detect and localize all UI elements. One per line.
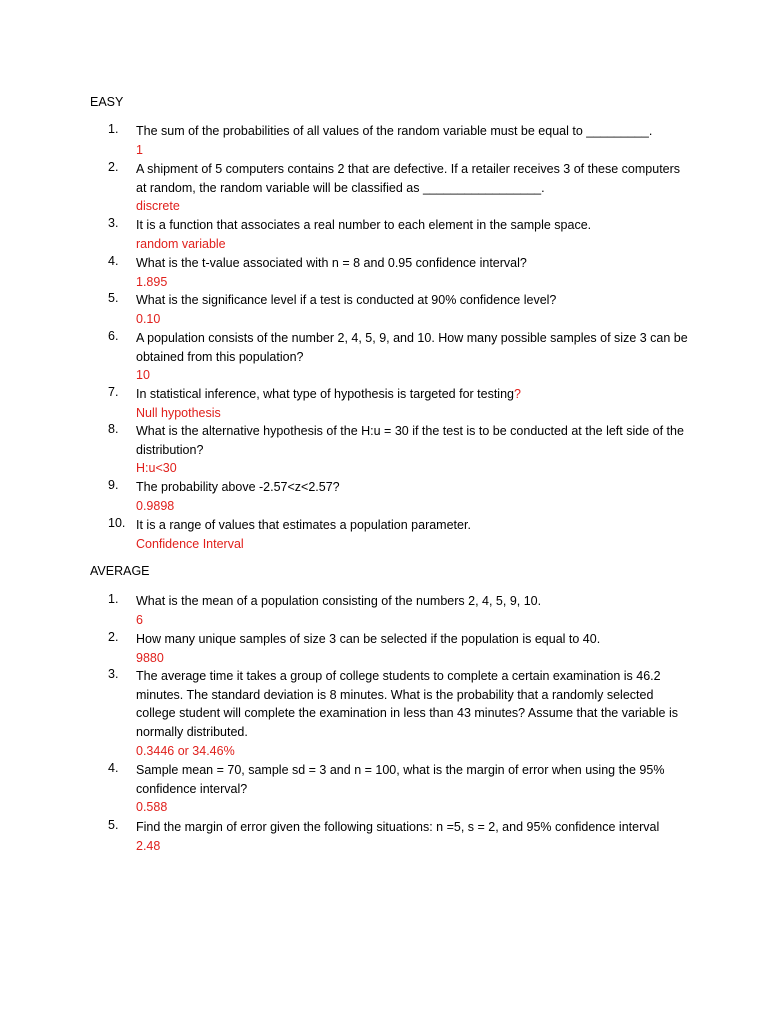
question-number: 2. (108, 630, 119, 644)
question-text: Sample mean = 70, sample sd = 3 and n = 100, what is the margin of error when using the 95% confidence interval? (136, 763, 665, 796)
question-text: It is a range of values that estimates a population parameter. (136, 518, 471, 532)
average-question-5 (108, 818, 688, 855)
question-number: 1. (108, 592, 119, 606)
section-title-average: AVERAGE (90, 564, 150, 578)
question-number: 6. (108, 329, 119, 343)
easy-question-2 (108, 160, 688, 216)
answer-text: 0.9898 (136, 498, 175, 513)
question-text: What is the t-value associated with n = 8 and 0.95 confidence interval? (136, 256, 527, 270)
question-number: 7. (108, 385, 119, 399)
question-number: 3. (108, 216, 119, 230)
question-text: The probability above -2.57<z<2.57? (136, 480, 340, 494)
answer-text: 10 (136, 368, 150, 383)
question-number: 4. (108, 761, 119, 775)
easy-question-4 (108, 254, 688, 291)
question-mark: ? (513, 387, 521, 401)
question-text: What is the significance level if a test is conducted at 90% confidence level? (136, 293, 557, 307)
easy-question-3 (108, 216, 688, 253)
question-number: 5. (108, 818, 119, 832)
question-number: 9. (108, 478, 119, 492)
question-text-body: In statistical inference, what type of hypothesis is targeted for testing (136, 387, 514, 401)
question-text: What is the mean of a population consisting of the numbers 2, 4, 5, 9, 10. (136, 594, 542, 608)
section-title-easy: EASY (90, 95, 124, 109)
question-number: 1. (108, 122, 119, 136)
answer-text: 1.895 (136, 274, 168, 289)
answer-text: 0.3446 or 34.46% (136, 743, 235, 758)
question-number: 4. (108, 254, 119, 268)
answer-text: 2.48 (136, 838, 161, 853)
question-number: 8. (108, 422, 119, 436)
answer-text: H:u<30 (136, 461, 177, 476)
question-text (136, 385, 688, 404)
answer-text: 9880 (136, 650, 164, 665)
average-question-2 (108, 630, 688, 667)
answer-text: Null hypothesis (136, 405, 221, 420)
answer-text: discrete (136, 199, 180, 214)
answer-text: Confidence Interval (136, 536, 244, 551)
average-question-3 (108, 667, 688, 761)
question-text: It is a function that associates a real number to each element in the sample space. (136, 218, 592, 232)
average-question-4 (108, 761, 688, 817)
question-number: 5. (108, 291, 119, 305)
answer-text: random variable (136, 236, 226, 251)
easy-question-6 (108, 329, 688, 385)
question-text: The average time it takes a group of college students to complete a certain examination is 46.2 minutes. The standard deviation is 8 minutes. What is the probability that a randomly selected college student will complete the examination in less than 43 minutes? Assume that the variable is normally distributed. (136, 669, 678, 740)
question-text: A population consists of the number 2, 4, 5, 9, and 10. How many possible samples of size 3 can be obtained from this population? (136, 331, 688, 364)
answer-text: 1 (136, 142, 143, 157)
question-text: What is the alternative hypothesis of the H:u = 30 if the test is to be conducted at the left side of the distribution? (136, 424, 684, 457)
question-number: 3. (108, 667, 119, 681)
question-text: How many unique samples of size 3 can be selected if the population is equal to 40. (136, 632, 601, 646)
easy-question-9 (108, 478, 688, 515)
question-text: A shipment of 5 computers contains 2 that are defective. If a retailer receives 3 of these computers at random, the random variable will be classified as _________________. (136, 162, 681, 195)
easy-question-1 (108, 122, 688, 159)
question-text: The sum of the probabilities of all values of the random variable must be equal to _________. (136, 124, 653, 138)
question-number: 2. (108, 160, 119, 174)
easy-question-8 (108, 422, 688, 478)
answer-text: 0.588 (136, 800, 168, 815)
easy-question-10 (108, 516, 688, 553)
easy-question-7 (108, 385, 688, 422)
answer-text: 6 (136, 612, 143, 627)
easy-question-5 (108, 291, 688, 328)
question-number: 10. (108, 516, 126, 530)
average-question-1 (108, 592, 688, 629)
answer-text: 0.10 (136, 311, 161, 326)
question-text: Find the margin of error given the following situations: n =5, s = 2, and 95% confidence interval (136, 820, 660, 834)
